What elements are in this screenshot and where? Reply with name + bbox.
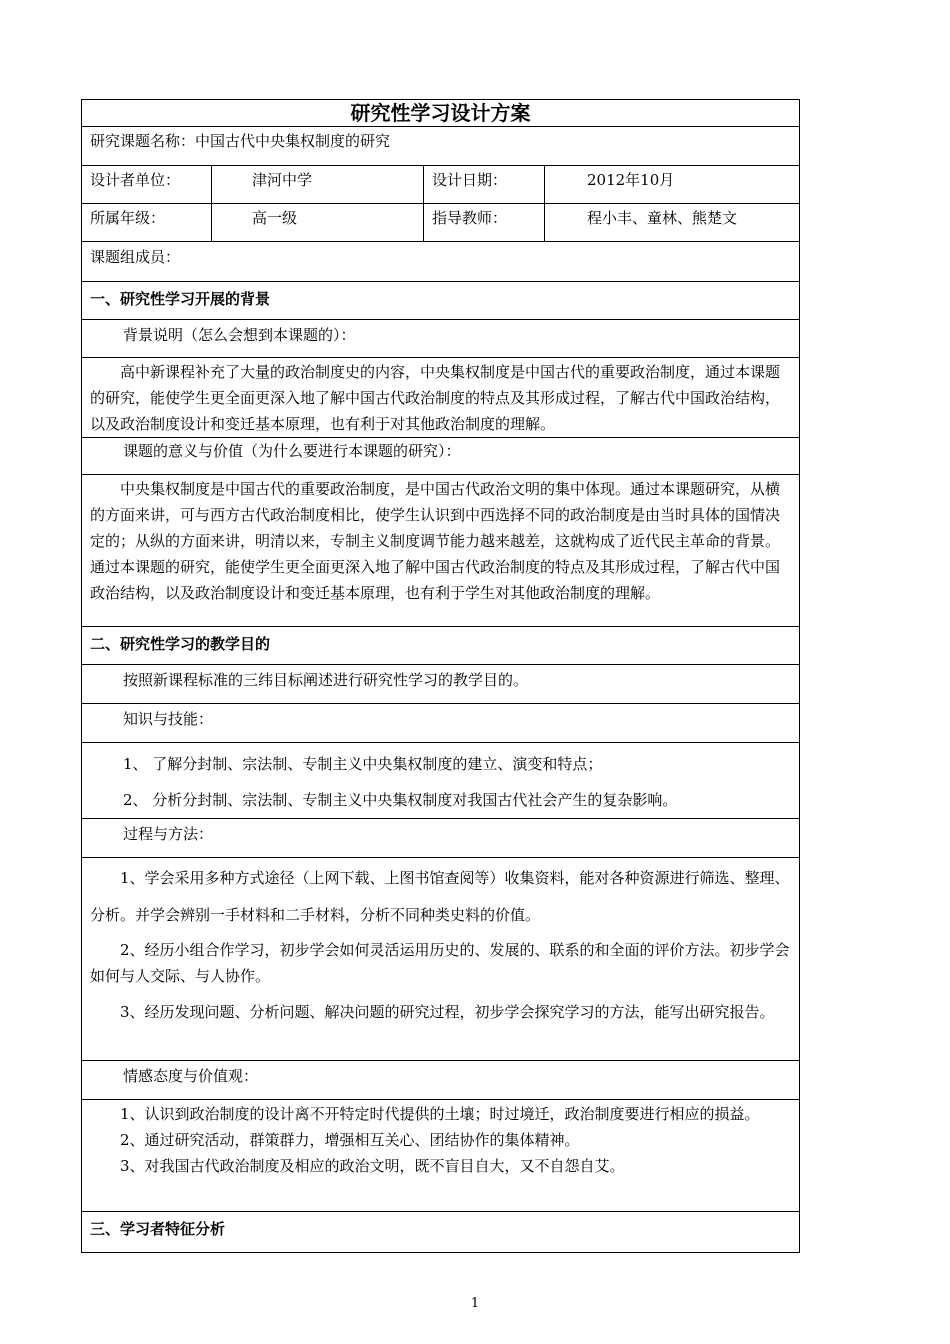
process-label: 过程与方法：: [82, 819, 800, 858]
attitude-item: 3、对我国古代政治制度及相应的政治文明，既不盲目自大，又不自怨自艾。: [120, 1157, 625, 1175]
document-page: [81, 99, 799, 1253]
process-item: 2、经历小组合作学习，初步学会如何灵活运用历史的、发展的、联系的和全面的评价方法。初步学会如何与人交际、与人协作。: [90, 941, 790, 985]
process-item: 1、学会采用多种方式途径（上网下载、上图书馆查阅等）收集资料，能对各种资源进行筛选、整理、分析。并学会辨别一手材料和二手材料，分析不同种类史料的价值。: [90, 869, 790, 924]
teacher-value: 程小丰、童林、熊楚文: [545, 204, 800, 242]
unit-value: 津河中学: [212, 166, 424, 204]
topic-name: 研究课题名称：中国古代中央集权制度的研究: [82, 127, 800, 166]
objectives-intro: 按照新课程标准的三纬目标阐述进行研究性学习的教学目的。: [82, 665, 800, 704]
section3-heading: 三、学习者特征分析: [82, 1212, 800, 1253]
knowledge-list: [82, 743, 800, 819]
section1-heading: 一、研究性学习开展的背景: [82, 282, 800, 320]
date-value: 2012年10月: [545, 166, 800, 204]
knowledge-label: 知识与技能：: [82, 704, 800, 743]
design-plan-table: [81, 99, 800, 1253]
process-list: [82, 858, 800, 1061]
teacher-label: 指导教师：: [424, 204, 545, 242]
background-text: 高中新课程补充了大量的政治制度史的内容，中央集权制度是中国古代的重要政治制度，通过本课题的研究，能使学生更全面更深入地了解中国古代政治制度的特点及其形成过程，了解古代中国政治结构，以及政治制度设计和变迁基本原理，也有利于对其他政治制度的理解。: [82, 358, 800, 438]
significance-label: 课题的意义与价值（为什么要进行本课题的研究）：: [82, 438, 800, 475]
unit-label: 设计者单位：: [82, 166, 212, 204]
knowledge-item: 2、 分析分封制、宗法制、专制主义中央集权制度对我国古代社会产生的复杂影响。: [123, 791, 678, 809]
members-label: 课题组成员：: [82, 242, 800, 282]
grade-value: 高一级: [212, 204, 424, 242]
attitude-item: 2、通过研究活动，群策群力，增强相互关心、团结协作的集体精神。: [120, 1131, 580, 1149]
section2-heading: 二、研究性学习的教学目的: [82, 627, 800, 665]
document-title: 研究性学习设计方案: [82, 100, 800, 127]
knowledge-item: 1、 了解分封制、宗法制、专制主义中央集权制度的建立、演变和特点；: [123, 755, 603, 773]
page-number: 1: [470, 1296, 480, 1311]
date-label: 设计日期：: [424, 166, 545, 204]
attitude-list: [82, 1100, 800, 1212]
grade-label: 所属年级：: [82, 204, 212, 242]
attitude-item: 1、认识到政治制度的设计离不开特定时代提供的土壤；时过境迁，政治制度要进行相应的损益。: [120, 1105, 760, 1123]
significance-text: 中央集权制度是中国古代的重要政治制度，是中国古代政治文明的集中体现。通过本课题研究，从横的方面来讲，可与西方古代政治制度相比，使学生认识到中西选择不同的政治制度是由当时具体的国情决定的；从纵的方面来讲，明清以来，专制主义制度调节能力越来越差，这就构成了近代民主革命的背景。通过本课题的研究，能使学生更全面更深入地了解中国古代政治制度的特点及其形成过程，了解古代中国政治结构，以及政治制度设计和变迁基本原理，也有利于学生对其他政治制度的理解。: [82, 475, 800, 627]
process-item: 3、经历发现问题、分析问题、解决问题的研究过程，初步学会探究学习的方法，能写出研究报告。: [120, 1003, 775, 1021]
attitude-label: 情感态度与价值观：: [82, 1061, 800, 1100]
background-label: 背景说明（怎么会想到本课题的）：: [82, 320, 800, 358]
